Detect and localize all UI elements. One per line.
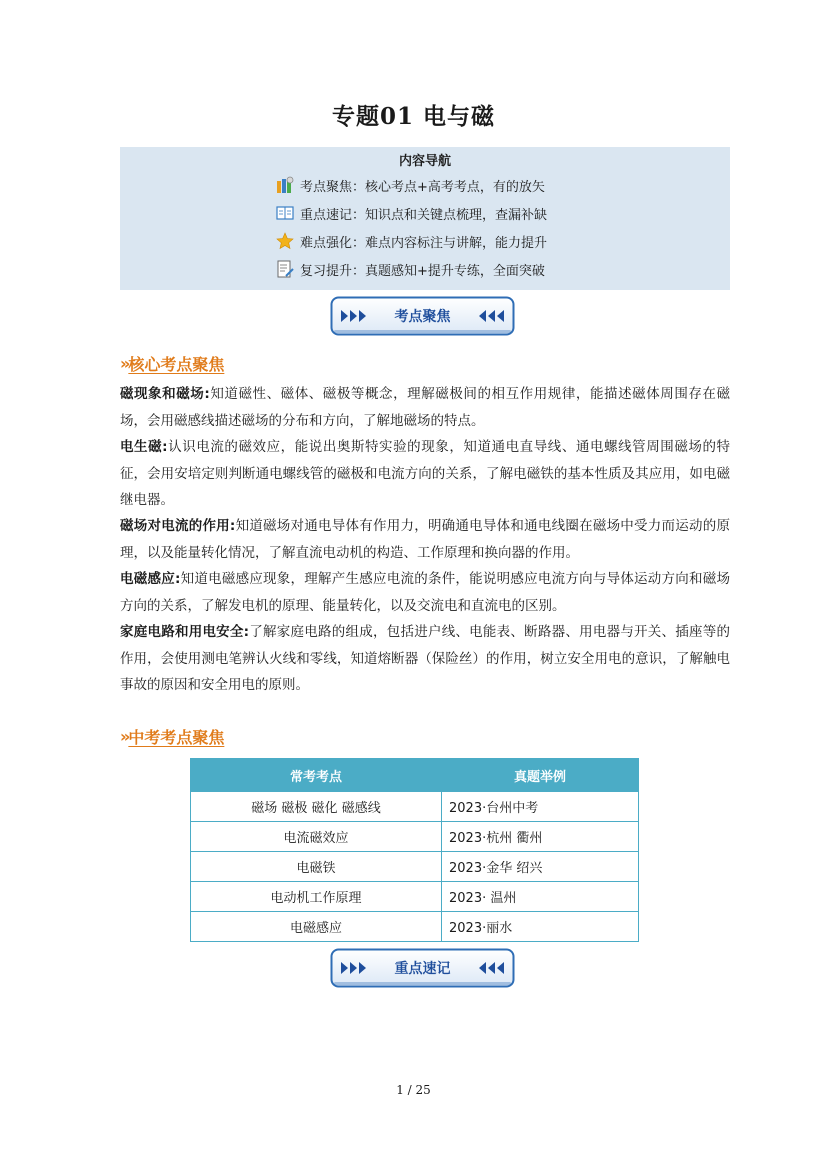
- books-icon: [276, 176, 294, 194]
- column-header: 真题举例: [442, 759, 639, 792]
- core-point-paragraph: 家庭电路和用电安全:了解家庭电路的组成，包括进户线、电能表、断路器、用电器与开关、插座等的作用，会使用测电笔辨认火线和零线，知道熔断器（保险丝）的作用，树立安全用电的意识，了解触电事故的原因和安全用电的原则。: [120, 624, 731, 693]
- document-edit-icon: [276, 260, 294, 278]
- core-point-paragraph: 电生磁:认识电流的磁效应，能说出奥斯特实验的现象，知道通电直导线、通电螺线管周围磁场的特征，会用安培定则判断通电螺线管的磁极和电流方向的关系，了解电磁铁的基本性质及其应用，如电磁继电器。: [120, 439, 731, 508]
- banner-label: 重点速记: [394, 961, 451, 977]
- star-icon: [276, 232, 294, 250]
- column-header: 常考考点: [191, 759, 442, 792]
- exam-points-heading: » 中考考点聚焦: [120, 727, 225, 747]
- table-cell: 2023·台州中考: [442, 792, 639, 822]
- nav-item-label: 考点聚焦：核心考点+高考考点，有的放矢: [300, 179, 545, 195]
- table-cell: 2023·丽水: [442, 912, 639, 942]
- table-cell: 磁场 磁极 磁化 磁感线: [191, 792, 442, 822]
- table-header-row: [191, 759, 639, 792]
- nav-item-label: 复习提升：真题感知+提升专练，全面突破: [300, 263, 545, 279]
- table-cell: 2023·金华 绍兴: [442, 852, 639, 882]
- table-cell: 2023· 温州: [442, 882, 639, 912]
- core-point-paragraph: 磁场对电流的作用:知道磁场对通电导体有作用力，明确通电导体和通电线圈在磁场中受力而运动的原理，以及能量转化情况，了解直流电动机的构造、工作原理和换向器的作用。: [120, 518, 730, 561]
- double-chevron-icon: »: [120, 354, 128, 373]
- nav-item-review: [276, 259, 545, 279]
- section-banner-focus: [330, 296, 515, 336]
- table-row: [191, 822, 639, 852]
- table-cell: 电流磁效应: [191, 822, 442, 852]
- table-row: [191, 792, 639, 822]
- notebook-icon: [276, 204, 294, 222]
- nav-item-label: 重点速记：知识点和关键点梳理，查漏补缺: [300, 207, 548, 223]
- double-chevron-icon: »: [120, 727, 128, 746]
- core-point-paragraph: 磁现象和磁场:知道磁性、磁体、磁极等概念，理解磁极间的相互作用规律，能描述磁体周围存在磁场，会用磁感线描述磁场的分布和方向，了解地磁场的特点。: [120, 386, 730, 429]
- nav-item-focus: [276, 175, 545, 195]
- table-cell: 电磁感应: [191, 912, 442, 942]
- nav-item-notes: [276, 203, 547, 223]
- table-row: [191, 912, 639, 942]
- core-points-heading: » 核心考点聚焦: [120, 354, 225, 374]
- table-cell: 2023·杭州 衢州: [442, 822, 639, 852]
- page-title: 专题01 电与磁: [331, 103, 495, 130]
- section-banner-notes: [330, 948, 515, 988]
- content-navigation-box: [120, 147, 730, 290]
- exam-points-table: [190, 758, 639, 942]
- nav-item-difficulty: [276, 231, 547, 251]
- core-point-paragraph: 电磁感应:知道电磁感应现象，理解产生感应电流的条件，能说明感应电流方向与导体运动方向和磁场方向的关系，了解发电机的原理、能量转化，以及交流电和直流电的区别。: [120, 571, 731, 614]
- navigation-heading: 内容导航: [398, 154, 451, 169]
- table-row: [191, 852, 639, 882]
- nav-item-label: 难点强化：难点内容标注与讲解，能力提升: [300, 235, 548, 251]
- table-cell: 电动机工作原理: [191, 882, 442, 912]
- table-cell: 电磁铁: [191, 852, 442, 882]
- banner-label: 考点聚焦: [394, 309, 451, 325]
- page-number: 1 / 25: [396, 1083, 431, 1097]
- table-row: [191, 882, 639, 912]
